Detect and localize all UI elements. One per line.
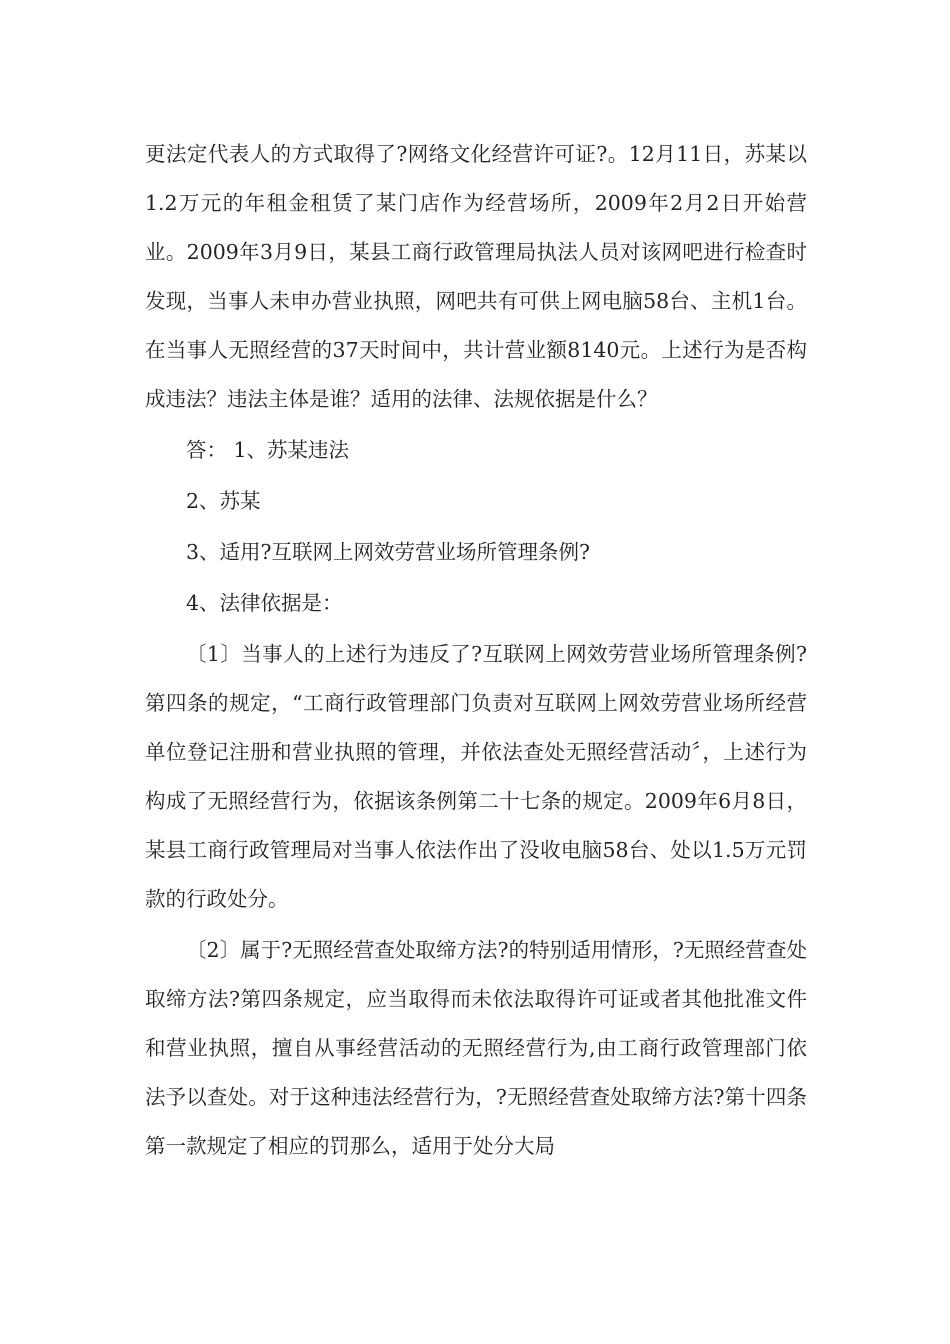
answer-item-4: 4、法律依据是： [186,591,343,615]
answer-item-3: 3、适用?互联网上网效劳营业场所管理条例? [186,540,591,564]
document-body [145,130,807,1173]
legal-basis-paragraph-2: 〔2〕属于?无照经营查处取缔方法?的特别适用情形，?无照经营查处取缔方法?第四条规定，应当取得而未依法取得许可证或者其他批准文件和营业执照，擅自从事经营活动的无照经营行为,由工商行政管理部门依法予以查处。对于这种违法经营行为，?无照经营查处取缔方法?第十四条第一款规定了相应的罚那么，适用于处分大局 [145,938,807,1158]
case-description-paragraph: 更法定代表人的方式取得了?网络文化经营许可证?。12月11日，苏某以1.2万元的年租金租赁了某门店作为经营场所，2009年2月2日开始营业。2009年3月9日，某县工商行政管理局执法人员对该网吧进行检查时发现，当事人未申办营业执照，网吧共有可供上网电脑58台、主机1台。在当事人无照经营的37天时间中，共计营业额8140元。上述行为是否构成违法？违法主体是谁？适用的法律、法规依据是什么？ [145,142,807,411]
answer-item-1: 答： 1、苏某违法 [186,438,350,462]
legal-basis-paragraph-1: 〔1〕当事人的上述行为违反了?互联网上网效劳营业场所管理条例?第四条的规定，“工商行政管理部门负责对互联网上网效劳营业场所经营单位登记注册和营业执照的管理，并依法查处无照经营活动〞，上述行为构成了无照经营行为，依据该条例第二十七条的规定。2009年6月8日，某县工商行政管理局对当事人依法作出了没收电脑58台、处以1.5万元罚款的行政处分。 [145,642,807,911]
answer-item-2: 2、苏某 [186,489,261,513]
